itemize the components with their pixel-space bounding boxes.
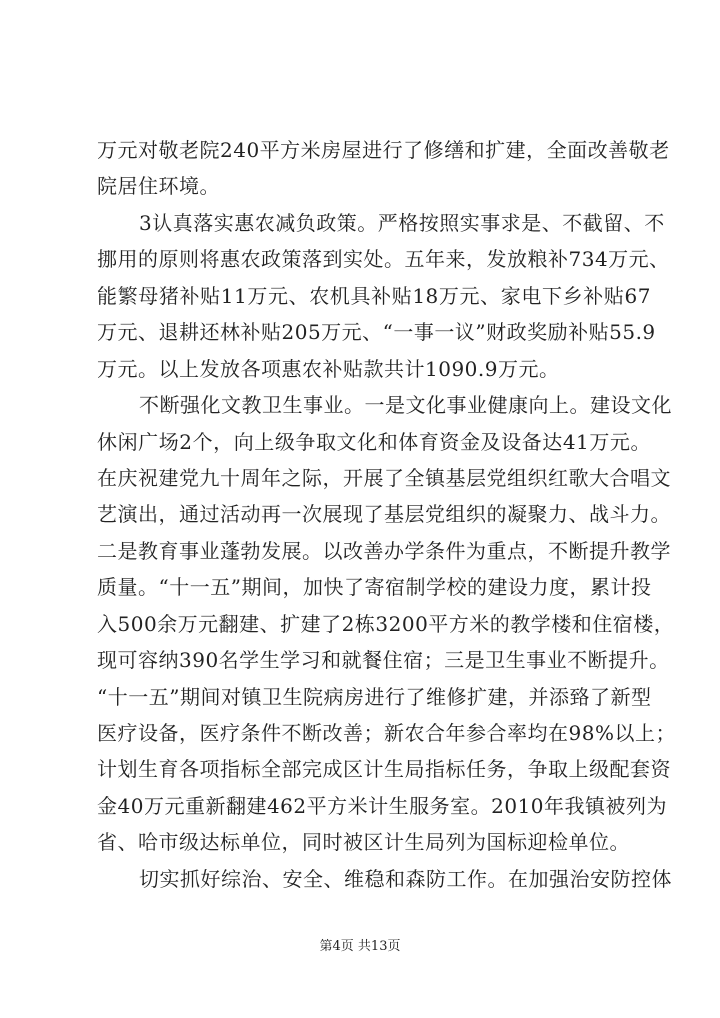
- text-line: 万元、退耕还林补贴205万元、“一事一议”财政奖励补贴55.9: [97, 320, 656, 345]
- text-line: 在庆祝建党九十周年之际，开展了全镇基层党组织红歌大合唱文: [97, 465, 671, 490]
- text-line: 万元。以上发放各项惠农补贴款共计1090.9万元。: [97, 356, 560, 381]
- text-line: 省、哈市级达标单位，同时被区计生局列为国标迎检单位。: [97, 830, 630, 855]
- text-line: 现可容纳390名学生学习和就餐住宿；三是卫生事业不断提升。: [97, 648, 670, 673]
- text-line: 切实抓好综治、安全、维稳和森防工作。在加强治安防控体: [139, 866, 672, 891]
- text-line: 二是教育事业蓬勃发展。以改善办学条件为重点，不断提升教学: [97, 538, 671, 563]
- text-line: 艺演出，通过活动再一次展现了基层党组织的凝聚力、战斗力。: [97, 502, 671, 527]
- text-line: 3认真落实惠农减负政策。严格按照实事求是、不截留、不: [139, 210, 665, 235]
- page-number-footer: 第4页 共13页: [319, 939, 401, 954]
- text-line: 金40万元重新翻建462平方米计生服务室。2010年我镇被列为: [97, 793, 668, 818]
- text-line: 入500余万元翻建、扩建了2栋3200平方米的教学楼和住宿楼，: [97, 611, 675, 636]
- text-line: “十一五”期间对镇卫生院病房进行了维修扩建，并添臵了新型: [97, 684, 652, 709]
- text-line: 不断强化文教卫生事业。一是文化事业健康向上。建设文化: [139, 393, 672, 418]
- text-line: 万元对敬老院240平方米房屋进行了修缮和扩建，全面改善敬老: [97, 138, 670, 162]
- body-text: [97, 132, 676, 897]
- text-line: 院居住环境。: [97, 174, 220, 199]
- text-line: 休闲广场2个，向上级争取文化和体育资金及设备达41万元。: [97, 429, 651, 454]
- text-line: 计划生育各项指标全部完成区计生局指标任务，争取上级配套资: [97, 757, 671, 782]
- text-line: 能繁母猪补贴11万元、农机具补贴18万元、家电下乡补贴67: [97, 283, 651, 308]
- text-line: 医疗设备，医疗条件不断改善；新农合年参合率均在98%以上；: [97, 721, 676, 745]
- text-line: 挪用的原则将惠农政策落到实处。五年来，发放粮补734万元、: [97, 247, 670, 272]
- text-line: 质量。“十一五”期间，加快了寄宿制学校的建设力度，累计投: [97, 575, 652, 600]
